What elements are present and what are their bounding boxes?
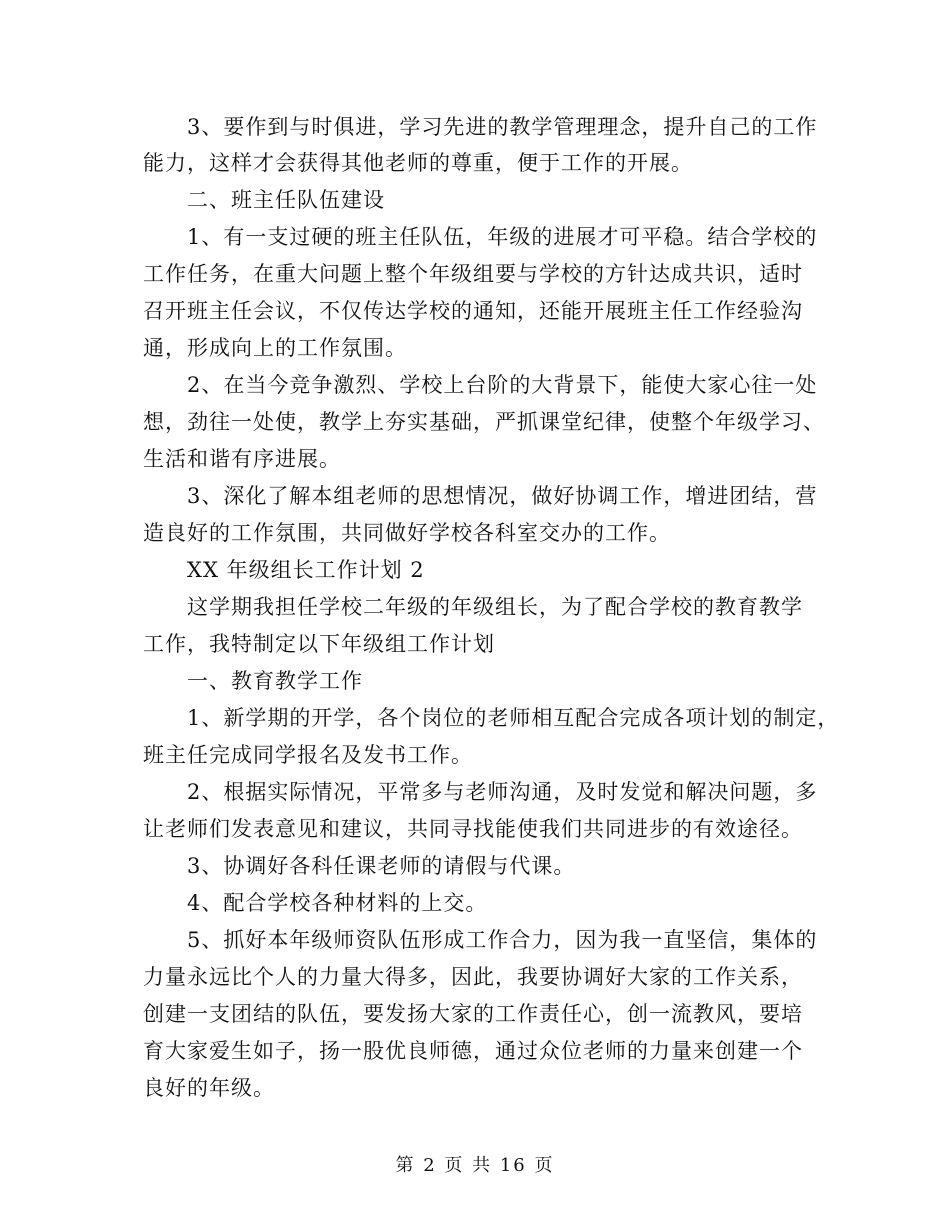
text-line: 通，形成向上的工作氛围。	[143, 336, 407, 360]
text-line: 工作，我特制定以下年级组工作计划	[143, 632, 495, 656]
section-heading: 二、班主任队伍建设	[187, 188, 385, 212]
text-line: 召开班主任会议，不仅传达学校的通知，还能开展班主任工作经验沟	[143, 299, 803, 323]
text-line: 创建一支团结的队伍，要发扬大家的工作责任心，创一流教风，要培	[143, 1002, 803, 1026]
page-number-footer: 第 2 页 共 16 页	[395, 1155, 555, 1176]
text-line: 1、新学期的开学，各个岗位的老师相互配合完成各项计划的制定，	[187, 706, 840, 730]
text-line: 3、协调好各科任课老师的请假与代课。	[187, 854, 576, 878]
text-line: 生活和谐有序进展。	[143, 447, 341, 471]
text-line: 想，劲往一处使，教学上夯实基础，严抓课堂纪律，使整个年级学习、	[143, 410, 825, 434]
text-line: 力量永远比个人的力量大得多，因此，我要协调好大家的工作关系，	[143, 965, 803, 989]
text-line: 班主任完成同学报名及发书工作。	[143, 743, 473, 767]
text-line: 这学期我担任学校二年级的年级组长，为了配合学校的教育教学	[187, 595, 803, 619]
text-line: 2、在当今竞争激烈、学校上台阶的大背景下，能使大家心往一处	[187, 373, 818, 397]
text-line: 能力，这样才会获得其他老师的尊重，便于工作的开展。	[143, 151, 693, 175]
text-line: 1、有一支过硬的班主任队伍，年级的进展才可平稳。结合学校的	[187, 225, 818, 249]
text-line: 良好的年级。	[143, 1076, 275, 1100]
text-line: 5、抓好本年级师资队伍形成工作合力，因为我一直坚信，集体的	[187, 928, 818, 952]
text-line: 3、要作到与时俱进，学习先进的教学管理理念，提升自己的工作	[187, 115, 818, 139]
text-line: 3、深化了解本组老师的思想情况，做好协调工作，增进团结，营	[187, 484, 818, 508]
section-heading: 一、教育教学工作	[187, 669, 363, 693]
text-line: 工作任务，在重大问题上整个年级组要与学校的方针达成共识，适时	[143, 262, 803, 286]
text-line: 造良好的工作氛围，共同做好学校各科室交办的工作。	[143, 521, 671, 545]
text-line: 2、根据实际情况，平常多与老师沟通，及时发觉和解决问题，多	[187, 780, 818, 804]
text-line: 让老师们发表意见和建议，共同寻找能使我们共同进步的有效途径。	[143, 817, 803, 841]
document-subtitle: XX 年级组长工作计划 2	[187, 558, 425, 582]
text-line: 育大家爱生如子，扬一股优良师德，通过众位老师的力量来创建一个	[143, 1039, 803, 1063]
text-line: 4、配合学校各种材料的上交。	[187, 891, 488, 915]
